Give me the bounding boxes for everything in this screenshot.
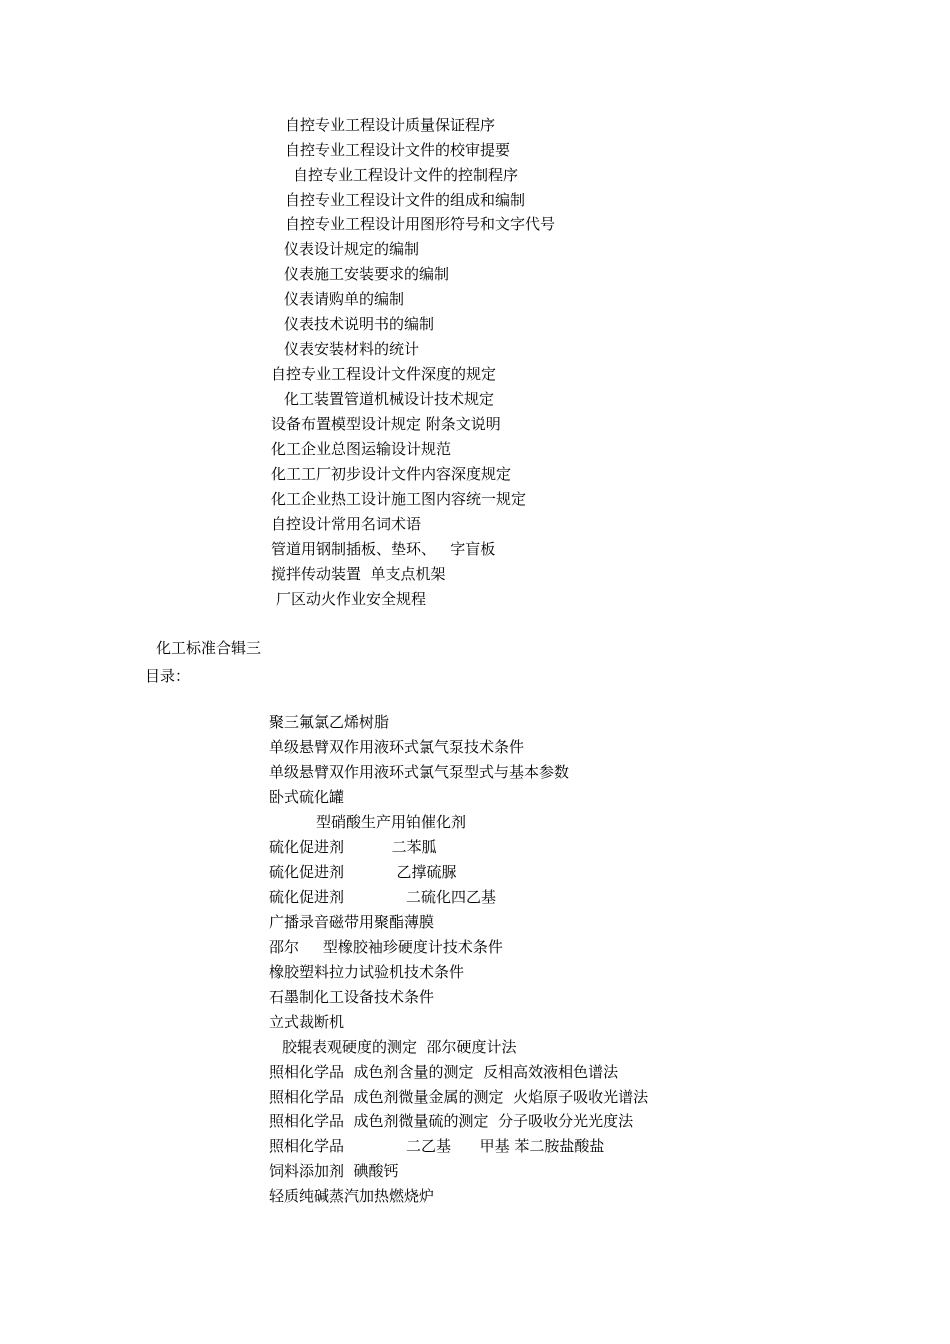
list2-item: 硫化促进剂 二苯胍: [269, 838, 437, 856]
list2-item: 照相化学品 二乙基 甲基 苯二胺盐酸盐: [269, 1137, 605, 1155]
list2-item: 胶辊表观硬度的测定 邵尔硬度计法: [282, 1038, 517, 1056]
list2-item: 照相化学品 成色剂微量硫的测定 分子吸收分光光度法: [269, 1112, 634, 1130]
list2-item: 单级悬臂双作用液环式氯气泵型式与基本参数: [269, 763, 570, 781]
list1-item: 自控专业工程设计文件的控制程序: [293, 166, 519, 184]
list1-item: 仪表请购单的编制: [284, 290, 405, 308]
list1-item: 搅拌传动装置 单支点机架: [271, 565, 446, 583]
list2-item: 石墨制化工设备技术条件: [269, 988, 435, 1006]
list1-item: 自控专业工程设计文件的组成和编制: [285, 191, 526, 209]
list1-item: 自控专业工程设计质量保证程序: [285, 116, 496, 134]
list1-item: 厂区动火作业安全规程: [276, 590, 427, 608]
list1-item: 仪表技术说明书的编制: [284, 315, 435, 333]
list1-item: 自控专业工程设计用图形符号和文字代号: [285, 215, 556, 233]
list2-item: 卧式硫化罐: [269, 788, 345, 806]
list1-item: 化工装置管道机械设计技术规定: [284, 390, 495, 408]
list1-item: 自控专业工程设计文件的校审提要: [285, 141, 511, 159]
list1-item: 仪表施工安装要求的编制: [284, 265, 450, 283]
list1-item: 仪表安装材料的统计: [284, 340, 420, 358]
list2-item: 单级悬臂双作用液环式氯气泵技术条件: [269, 738, 525, 756]
list2-item: 轻质纯碱蒸汽加热燃烧炉: [269, 1187, 435, 1205]
list2-item: 立式裁断机: [269, 1013, 345, 1031]
list2-item: 饲料添加剂 碘酸钙: [269, 1162, 399, 1180]
list1-item: 管道用钢制插板、垫环、 字盲板: [271, 540, 496, 558]
list2-item: 型硝酸生产用铂催化剂: [316, 813, 467, 831]
list2-item: 橡胶塑料拉力试验机技术条件: [269, 963, 465, 981]
list2-item: 邵尔 型橡胶袖珍硬度计技术条件: [269, 938, 503, 956]
list2-item: 照相化学品 成色剂微量金属的测定 火焰原子吸收光谱法: [269, 1088, 649, 1106]
list1-item: 自控专业工程设计文件深度的规定: [271, 365, 497, 383]
list2-item: 硫化促进剂 乙撑硫脲: [269, 863, 457, 881]
list1-item: 化工工厂初步设计文件内容深度规定: [271, 465, 512, 483]
list2-item: 聚三氟氯乙烯树脂: [269, 713, 390, 731]
list2-item: 硫化促进剂 二硫化四乙基: [269, 888, 496, 906]
list2-item: 广播录音磁带用聚酯薄膜: [269, 913, 435, 931]
list1-item: 化工企业总图运输设计规范: [271, 440, 452, 458]
list1-item: 设备布置模型设计规定 附条文说明: [271, 415, 501, 433]
list2-item: 照相化学品 成色剂含量的测定 反相高效液相色谱法: [269, 1063, 619, 1081]
section-title: 化工标准合辑三: [156, 639, 262, 657]
list1-item: 自控设计常用名词术语: [271, 515, 422, 533]
list1-item: 仪表设计规定的编制: [284, 240, 420, 258]
list1-item: 化工企业热工设计施工图内容统一规定: [271, 490, 527, 508]
toc-label: 目录：: [145, 667, 191, 685]
